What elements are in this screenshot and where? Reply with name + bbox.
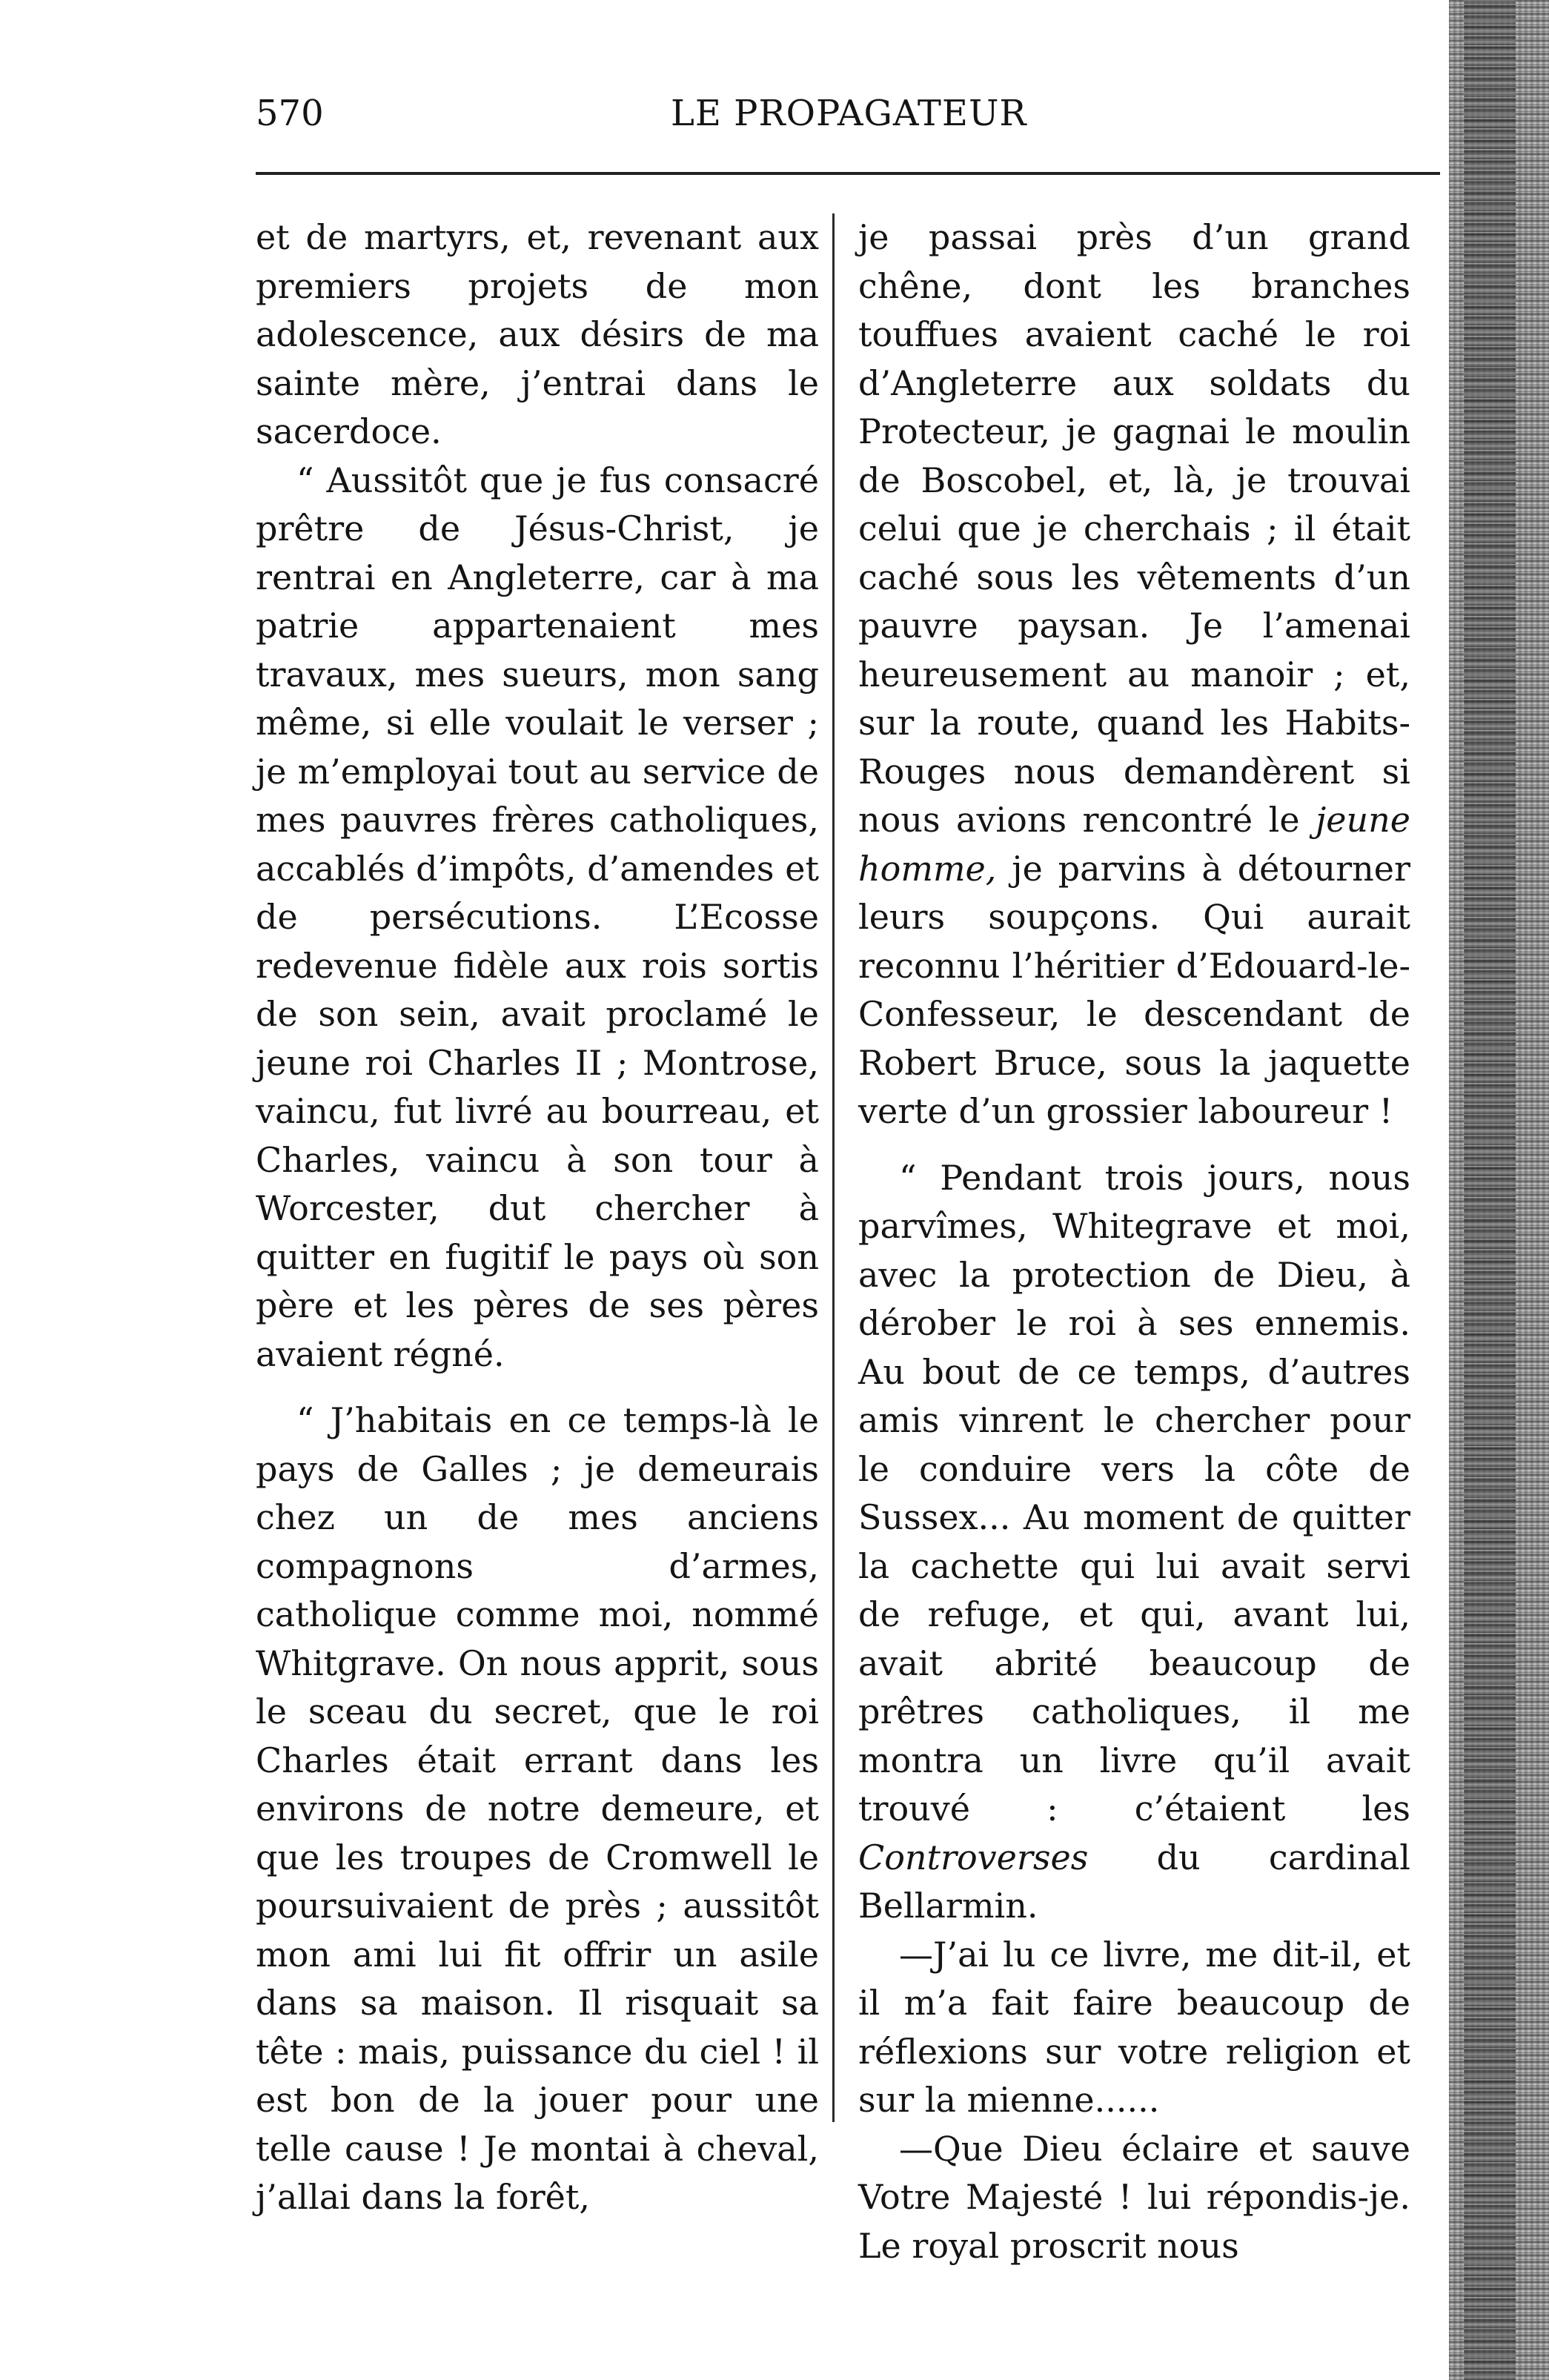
right-paragraph-2-italic: Controverses	[858, 1837, 1089, 1877]
left-column	[256, 213, 819, 2222]
right-paragraph-4: —Que Dieu éclaire et sauve Votre Majesté ! lui répondis-je. Le royal proscrit nous	[858, 2128, 1410, 2266]
right-paragraph-1-text-b: je parvins à détourner leurs soupçons. Qui aurait reconnu l’héritier d’Edouard-le-Confesseur, le descendant de Robert Bruce, sous la jaquette verte d’un grossier laboureur !	[858, 848, 1410, 1131]
left-paragraph-2: “ Aussitôt que je fus consacré prêtre de Jésus-Christ, je rentrai en Angleterre, car à ma patrie appartenaient mes travaux, mes sueurs, mon sang même, si elle voulait le verser ; je m’employai tout au service de mes pauvres frères catholiques, accablés d’impôts, d’amendes et de persécutions. L’Ecosse redevenue fidèle aux rois sortis de son sein, avait proclamé le jeune roi Charles II ; Montrose, vaincu, fut livré au bourreau, et Charles, vaincu à son tour à Worcester, dut chercher à quitter en fugitif le pays où son père et les pères de ses pères avaient régné.	[256, 460, 819, 1374]
running-title: LE PROPAGATEUR	[671, 93, 1027, 134]
right-paragraph-1	[858, 213, 1410, 1136]
header-rule	[256, 172, 1440, 175]
right-paragraph-2-text-a: “ Pendant trois jours, nous parvîmes, Whitegrave et moi, avec la protection de Dieu, à dérober le roi à ses ennemis. Au bout de ce temps, d’autres amis vinrent le chercher pour le conduire vers la côte de Sussex... Au moment de quitter la cachette qui lui avait servi de refuge, et qui, avant lui, avait abrité beaucoup de prêtres catholiques, il me montra un livre qu’il avait trouvé : c’étaient les	[858, 1157, 1410, 1829]
left-paragraph-3: “ J’habitais en ce temps-là le pays de Galles ; je demeurais chez un de mes anciens compagnons d’armes, catholique comme moi, nommé Whitgrave. On nous apprit, sous le sceau du secret, que le roi Charles était errant dans les environs de notre demeure, et que les troupes de Cromwell le poursuivaient de près ; aussitôt mon ami lui fit offrir un asile dans sa maison. Il risquait sa tête : mais, puissance du ciel ! il est bon de la jouer pour une telle cause ! Je montai à cheval, j’allai dans la forêt,	[256, 1400, 819, 2217]
left-paragraph-1: et de martyrs, et, revenant aux premiers projets de mon adolescence, aux désirs de ma sainte mère, j’entrai dans le sacerdoce.	[256, 217, 819, 451]
right-paragraph-2-text-b: du cardinal Bellarmin.	[858, 1837, 1410, 1926]
right-paragraph-2	[858, 1154, 1410, 1931]
right-paragraph-1-text-a: je passai près d’un grand chêne, dont les branches touffues avaient caché le roi d’Angleterre aux soldats du Protecteur, je gagnai le moulin de Boscobel, et, là, je trouvai celui que je cherchais ; il était caché sous les vêtements d’un pauvre paysan. Je l’amenai heureusement au manoir ; et, sur la route, quand les Habits-Rouges nous demandèrent si nous avions rencontré le	[858, 217, 1410, 840]
scanned-page-edge-texture	[1464, 0, 1516, 2380]
column-divider	[832, 213, 835, 2122]
page-header	[256, 87, 1442, 139]
page-number: 570	[256, 93, 324, 134]
right-paragraph-1-italic: jeune homme,	[858, 800, 1410, 889]
right-paragraph-3: —J’ai lu ce livre, me dit-il, et il m’a fait faire beaucoup de réflexions sur votre religion et sur la mienne......	[858, 1934, 1410, 2120]
right-column	[858, 213, 1410, 2270]
